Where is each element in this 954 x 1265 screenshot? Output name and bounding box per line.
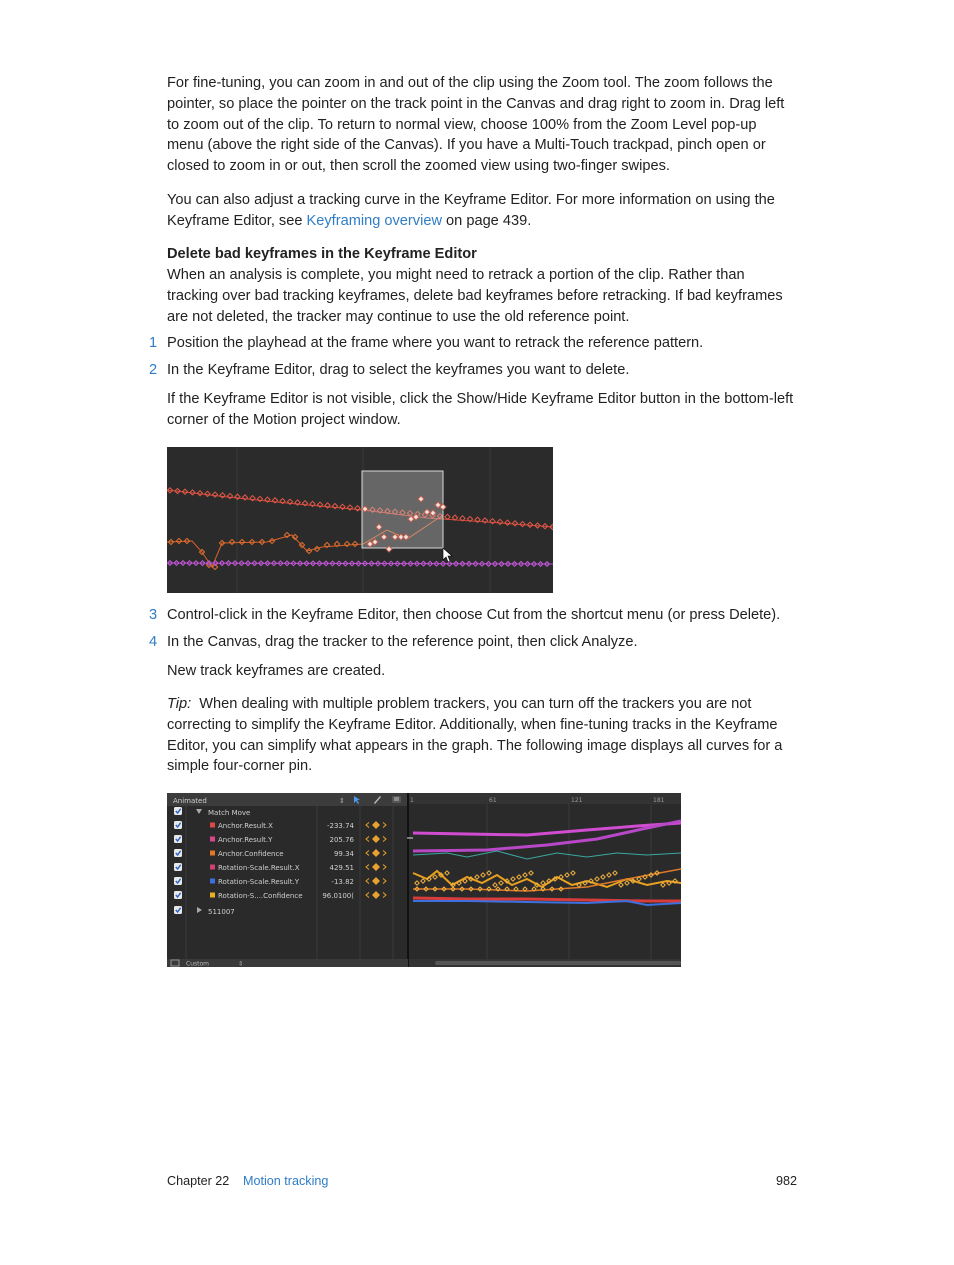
header-filter-label: Animated: [173, 797, 207, 805]
checkbox[interactable]: [174, 863, 182, 871]
step-number-2: 2: [149, 362, 158, 378]
param-value[interactable]: -13.82: [331, 878, 354, 886]
checkbox[interactable]: [174, 906, 182, 914]
param-value[interactable]: 96.0100(: [322, 892, 354, 900]
param-value[interactable]: -233.74: [326, 822, 354, 830]
paragraph-zoom: For fine-tuning, you can zoom in and out of the clip using the Zoom tool. The zoom follows the pointer, so place the pointer on the track point in the Canvas and drag right to zoom in. Drag left to zoom out of the clip. To return to normal view, choose 100% from the Zoom Level pop-up menu (above the right side of the Canvas). If you have a Multi-Touch trackpad, pinch open or closed to zoom in or out, then scroll the zoomed view using two-finger swipes.: [167, 75, 785, 175]
checkbox[interactable]: [174, 877, 182, 885]
paragraph-not-visible: If the Keyframe Editor is not visible, click the Show/Hide Keyframe Editor button in the bottom-left corner of the Motion project window.: [167, 391, 794, 428]
paragraph-tip: [167, 694, 797, 777]
param-name: Rotation-Scale.Result.Y: [218, 878, 299, 886]
param-color-swatch: [210, 865, 215, 870]
ruler-tick-label: 61: [489, 797, 497, 804]
paragraph-section-intro: When an analysis is complete, you might need to retrack a portion of the clip. Rather than tracking over bad tracking keyframes, delete bad keyframes before retracking. If bad keyframes are not deleted, the tracker may continue to use the old reference point.: [167, 267, 783, 325]
keyframe-marker[interactable]: [344, 541, 349, 546]
keyframing-overview-link[interactable]: Keyframing overview: [306, 212, 442, 229]
param-name: Rotation-S....Confidence: [218, 892, 303, 900]
param-name: Anchor.Result.X: [218, 822, 273, 830]
footer-menu-arrows-icon[interactable]: ⇕: [238, 960, 244, 967]
keyframe-marker[interactable]: [239, 539, 244, 544]
filter-popup-arrows-icon[interactable]: ⇕: [339, 797, 345, 805]
keyframe-marker[interactable]: [505, 520, 510, 525]
keyframe-marker[interactable]: [212, 492, 217, 497]
footer-chapter: Chapter 22: [167, 1174, 230, 1188]
keyframe-marker[interactable]: [205, 491, 210, 496]
param-value[interactable]: 99.34: [333, 850, 354, 858]
keyframe-editor: [167, 793, 681, 967]
step-text-1: Position the playhead at the frame where you want to retrack the reference pattern.: [167, 335, 704, 351]
keyframe-graph: [167, 447, 553, 593]
step-number-3: 3: [149, 607, 158, 623]
param-name: Anchor.Confidence: [218, 850, 284, 858]
param-value[interactable]: 205.76: [329, 836, 354, 844]
footer-chapter-title-link[interactable]: Motion tracking: [243, 1174, 329, 1188]
adjust-text-post: on page 439.: [446, 212, 532, 229]
step-number-1: 1: [149, 335, 158, 351]
keyframe-marker[interactable]: [445, 514, 450, 519]
pointer-cursor-icon: [443, 548, 452, 562]
red-curve-keyframes: [167, 488, 553, 530]
keyframe-editor-figure: [167, 793, 681, 967]
keyframe-marker[interactable]: [229, 539, 234, 544]
page-number: 982: [776, 1174, 798, 1188]
ruler-tick-label: 181: [653, 797, 665, 804]
tip-text: When dealing with multiple problem trackers, you can turn off the trackers you are not correcting to simplify the Keyframe Editor. Additionally, when fine-tuning tracks in the Keyframe Editor, you can simplify what appears in the graph. The following image displays all curves for a simple four-corner pin.: [167, 696, 783, 775]
checkbox[interactable]: [174, 807, 182, 815]
paragraph-adjust: [167, 190, 797, 232]
param-value[interactable]: 429.51: [329, 864, 354, 872]
param-name: Rotation-Scale.Result.X: [218, 864, 300, 872]
checkbox[interactable]: [174, 849, 182, 857]
param-color-swatch: [210, 879, 215, 884]
paragraph-new-keyframes: New track keyframes are created.: [167, 663, 386, 679]
section-heading: Delete bad keyframes in the Keyframe Editor: [167, 246, 477, 262]
ruler-tick-label: 1: [410, 797, 414, 804]
checkbox[interactable]: [174, 835, 182, 843]
footer-menu-label[interactable]: Custom: [186, 960, 209, 967]
param-name: Anchor.Result.Y: [218, 836, 273, 844]
tip-label: Tip:: [167, 696, 192, 712]
step-text-4: In the Canvas, drag the tracker to the reference point, then click Analyze.: [167, 634, 638, 650]
graph-scrollbar[interactable]: [435, 961, 681, 965]
keyframe-selection-figure: [167, 447, 553, 593]
param-color-swatch: [210, 837, 215, 842]
step-number-4: 4: [149, 634, 158, 650]
keyframe-marker[interactable]: [497, 519, 502, 524]
step-text-2: In the Keyframe Editor, drag to select the keyframes you want to delete.: [167, 362, 630, 378]
param-color-swatch: [210, 851, 215, 856]
ruler-tick-label: 121: [571, 797, 583, 804]
checkbox[interactable]: [174, 891, 182, 899]
group-label: Match Move: [208, 809, 251, 817]
keyframe-marker[interactable]: [512, 521, 517, 526]
menu-icon[interactable]: [392, 796, 401, 803]
step-text-3: Control-click in the Keyframe Editor, then choose Cut from the shortcut menu (or press Delete).: [167, 607, 781, 623]
param-color-swatch: [210, 823, 215, 828]
collapsed-group-label: 511007: [208, 908, 235, 916]
adjust-text-pre: You can also adjust a tracking curve in the Keyframe Editor. For more information on using the Keyframe Editor, see: [167, 192, 775, 229]
param-color-swatch: [210, 893, 215, 898]
checkbox[interactable]: [174, 821, 182, 829]
